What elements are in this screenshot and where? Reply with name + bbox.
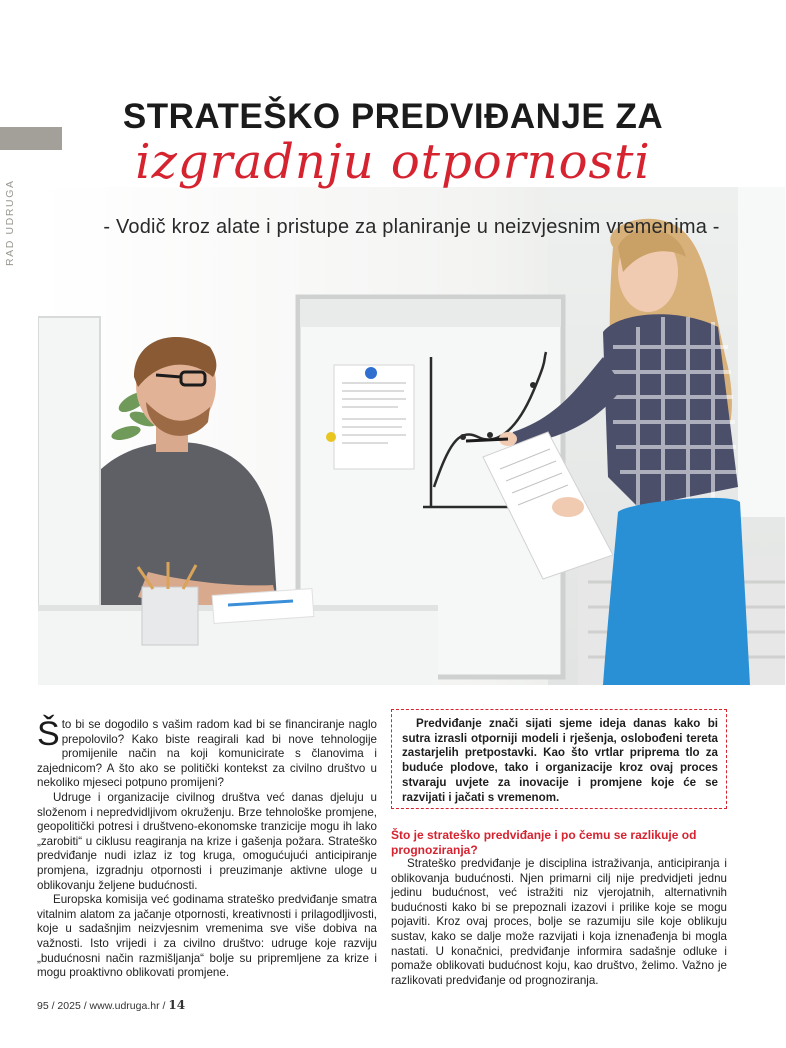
side-tab-marker bbox=[0, 127, 62, 150]
subtitle: - Vodič kroz alate i pristupe za planiranje u neizvjesnim vremenima - bbox=[103, 216, 720, 238]
right-column bbox=[391, 857, 727, 988]
dropcap: Š bbox=[37, 715, 60, 753]
page-footer bbox=[37, 998, 185, 1012]
headline-line-1: STRATEŠKO PREDVIĐANJE ZA bbox=[122, 97, 664, 136]
paragraph-1: Što bi se dogodilo s vašim radom kad bi se financiranje naglo prepolovilo? Kako biste reagirali kad bi nove tehnologije promijenile način na koji komunicirate s članovima i zajednicom? A što ako se politički kontekst za civilno društvo u nekoliko mjeseci potpuno promijeni? bbox=[37, 715, 377, 790]
page-number: 14 bbox=[168, 998, 186, 1012]
pull-quote-text: Predviđanje znači sijati sjeme ideja danas kako bi sutra izrasli otporniji modeli i rješenja, oslobođeni tereta zastarjelih pretpostavki. Kao što vrtlar priprema tlo za buduće plodove, tako i organizacije kroz ovaj proces stvaraju uvjete za inovacije i promjene koje će se razvijati i jačati s vremenom. bbox=[402, 717, 718, 804]
headline-line-2: izgradnju otpornosti bbox=[135, 134, 651, 190]
footer-issue: 95 / 2025 / www.udruga.hr / bbox=[37, 1000, 166, 1012]
section-side-label: RAD UDRUGA bbox=[4, 179, 16, 266]
paragraph-3: Europska komisija već godinama strateško predviđanje smatra vitalnim alatom za jačanje otpornosti, kreativnosti i prilagodljivosti, koje u sadašnjim neizvjesnim vremenima sve više dobiva na važnosti. Isto vrijedi i za civilno društvo: udruge koje razviju „budućnosni način razmišljanja“ bolje su pripremljene za krize i mogu proaktivno oblikovati promjene. bbox=[37, 893, 377, 980]
left-column bbox=[37, 715, 377, 981]
pull-quote-box bbox=[391, 709, 727, 809]
section-heading: Što je strateško predviđanje i po čemu se razlikuje od prognoziranja? bbox=[391, 828, 697, 857]
article-photo bbox=[38, 187, 785, 685]
section-paragraph: Strateško predviđanje je disciplina istraživanja, anticipiranja i oblikovanja budućnosti. Njen primarni cilj nije predvidjeti jednu jedinu budućnost, već istražiti niz vjerojatnih, alternativnih budućnosti kako bi se prepoznali izazovi i prilike koje se mogu pojaviti. Kroz ovaj proces, bolje se razumiju sile koje oblikuju sustav, kako se dalje može razvijati i koja iznenađenja bi mogla nastati. U konačnici, predviđanje informira sadašnje odluke i pomaže oblikovati budućnost koju, kao društvo, želimo. Važno je razlikovati predviđanje od prognoziranja. bbox=[391, 857, 727, 987]
paragraph-2: Udruge i organizacije civilnog društva već danas djeluju u složenom i nepredvidljivom okruženju. Brze tehnološke promjene, geopolitički potresi i društveno-ekonomske tranzicije mogu ih lako „zarobiti“ u ciklusu reagiranja na krize i gašenja požara. Strateško predviđanje nudi izlaz iz tog kruga, omogućujući anticipiranje promjena, izgradnju otpornosti i preuzimanje aktivne uloge u oblikovanju željene budućnosti. bbox=[37, 790, 377, 892]
